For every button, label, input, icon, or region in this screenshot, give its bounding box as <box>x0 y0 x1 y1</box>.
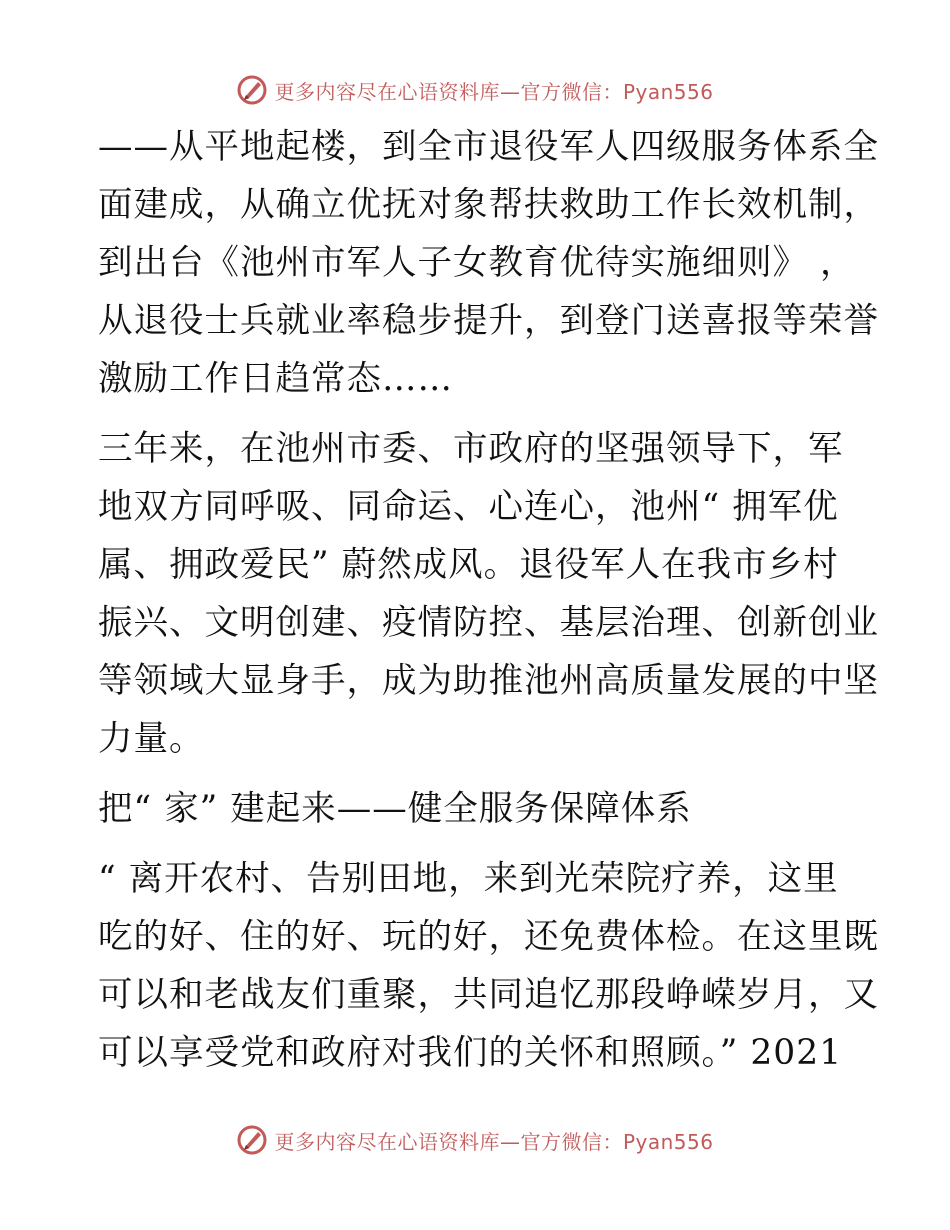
text-line: 力量。 <box>98 719 205 759</box>
text-line: 吃的好、住的好、玩的好，还免费体检。在这里既 <box>98 917 879 957</box>
text-line: 可以和老战友们重聚，共同追忆那段峥嵘岁月，又 <box>98 975 879 1015</box>
footer-watermark <box>236 1124 713 1156</box>
footer-watermark-banner <box>0 1120 950 1160</box>
text-line: 等领域大显身手，成为助推池州高质量发展的中坚 <box>98 661 879 701</box>
text-line: 可以享受党和政府对我们的关怀和照顾。” 2021 <box>98 1033 843 1073</box>
footer-watermark-text: 更多内容尽在心语资料库—官方微信：Pyan556 <box>274 1129 714 1154</box>
text-line: ——从平地起楼，到全市退役军人四级服务体系全 <box>98 127 879 167</box>
heading-line: 把“ 家” 建起来——健全服务保障体系 <box>98 789 692 829</box>
text-line: 三年来，在池州市委、市政府的坚强领导下，军 <box>98 429 844 469</box>
header-watermark-text: 更多内容尽在心语资料库—官方微信：Pyan556 <box>274 79 714 104</box>
text-line: “ 离开农村、告别田地，来到光荣院疗养，这里 <box>98 859 839 899</box>
header-watermark <box>236 74 713 106</box>
text-line: 激励工作日趋常态…… <box>98 359 453 399</box>
brush-pen-logo-icon <box>236 74 268 106</box>
document-body <box>98 118 879 1082</box>
paragraph-3 <box>98 850 879 1082</box>
text-line: 振兴、文明创建、疫情防控、基层治理、创新创业 <box>98 603 879 643</box>
text-line: 从退役士兵就业率稳步提升，到登门送喜报等荣誉 <box>98 301 879 341</box>
text-line: 地双方同呼吸、同命运、心连心，池州“ 拥军优 <box>98 487 839 527</box>
text-line: 面建成，从确立优抚对象帮扶救助工作长效机制， <box>98 185 879 225</box>
brush-pen-logo-icon <box>236 1124 268 1156</box>
paragraph-1 <box>98 118 879 408</box>
section-heading <box>98 780 850 838</box>
header-watermark-banner <box>0 70 950 110</box>
paragraph-2 <box>98 420 879 768</box>
text-line: 到出台《池州市军人子女教育优待实施细则》 ， <box>98 243 856 283</box>
text-line: 属、拥政爱民” 蔚然成风。退役军人在我市乡村 <box>98 545 839 585</box>
